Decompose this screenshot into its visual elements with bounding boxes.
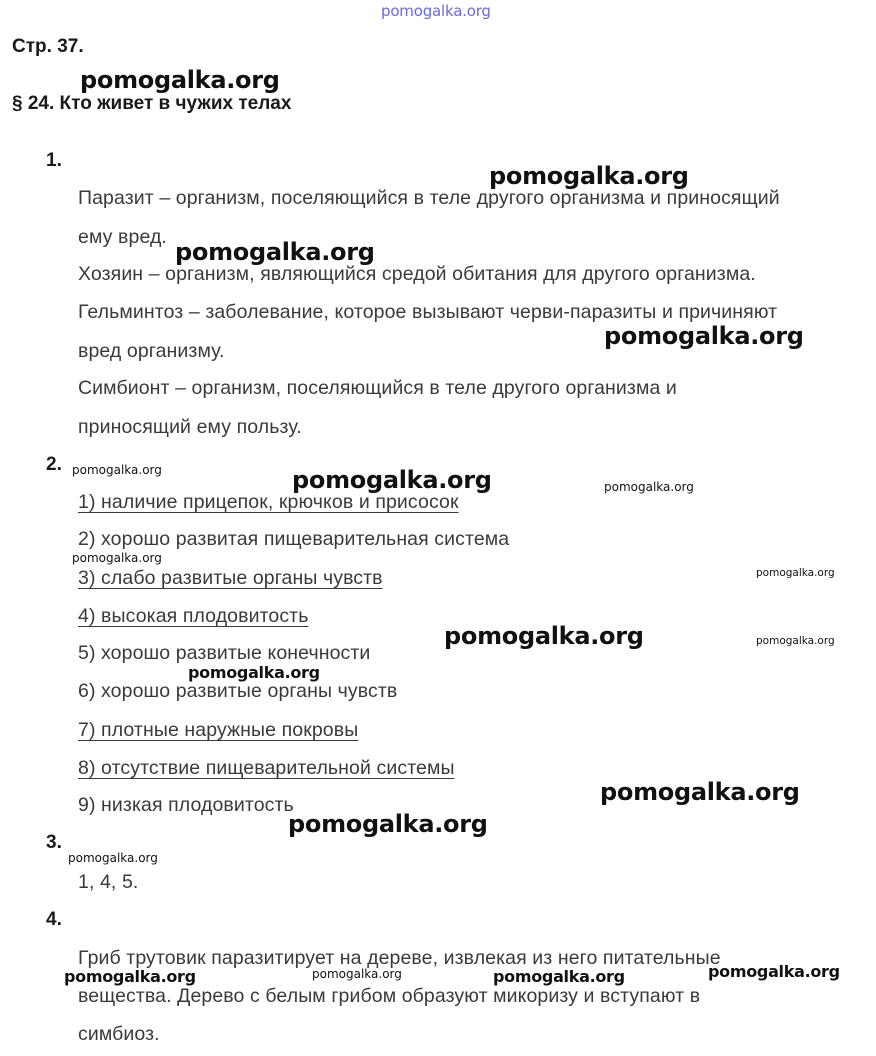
watermark: pomogalka.org <box>600 778 800 806</box>
task-2-number: 2. <box>46 454 62 475</box>
watermark: pomogalka.org <box>708 962 840 981</box>
watermark: pomogalka.org <box>444 622 644 650</box>
task-1-line: ему вред. <box>78 226 167 248</box>
task-1-line: Паразит – организм, поселяющийся в теле другого организма и приносящий <box>78 187 780 209</box>
task-4-number: 4. <box>46 909 62 930</box>
watermark: pomogalka.org <box>72 551 162 565</box>
watermark: pomogalka.org <box>68 851 158 865</box>
watermark: pomogalka.org <box>64 967 196 986</box>
option-selected: 7) плотные наружные покровы <box>78 719 359 741</box>
option: 6) хорошо развитые органы чувств <box>78 680 398 702</box>
task-1-line: Симбионт – организм, поселяющийся в теле другого организма и <box>78 377 677 399</box>
watermark: pomogalka.org <box>72 463 162 477</box>
option-selected: 1) наличие прицепок, крючков и присосок <box>78 491 459 513</box>
task-3-number: 3. <box>46 832 62 853</box>
page-label: Стр. 37. <box>12 36 84 57</box>
option-selected: 8) отсутствие пищеварительной системы <box>78 757 455 779</box>
option-selected: 3) слабо развитые органы чувств <box>78 567 383 589</box>
task-4-line: вещества. Дерево с белым грибом образуют микоризу и вступают в <box>78 985 701 1007</box>
section-title: § 24. Кто живет в чужих телах <box>12 93 292 114</box>
watermark: pomogalka.org <box>188 663 320 682</box>
watermark: pomogalka.org <box>756 567 835 579</box>
watermark: pomogalka.org <box>175 238 375 266</box>
watermark: pomogalka.org <box>288 810 488 838</box>
watermark: pomogalka.org <box>381 2 491 20</box>
watermark: pomogalka.org <box>756 635 835 647</box>
watermark: pomogalka.org <box>489 162 689 190</box>
option: 9) низкая плодовитость <box>78 794 294 816</box>
task-1-line: приносящий ему пользу. <box>78 416 302 438</box>
watermark: pomogalka.org <box>604 322 804 350</box>
task-1-line: вред организму. <box>78 340 225 362</box>
watermark: pomogalka.org <box>604 480 694 494</box>
option: 5) хорошо развитые конечности <box>78 642 371 664</box>
task-1-line: Гельминтоз – заболевание, которое вызывают черви-паразиты и причиняют <box>78 301 778 323</box>
task-3-answer: 1, 4, 5. <box>78 871 139 893</box>
task-1-line: Хозяин – организм, являющийся средой обитания для другого организма. <box>78 263 756 285</box>
task-1-number: 1. <box>46 150 62 171</box>
watermark: pomogalka.org <box>80 66 280 94</box>
option: 2) хорошо развитая пищеварительная система <box>78 528 510 550</box>
watermark: pomogalka.org <box>312 967 402 981</box>
task-4-line: Гриб трутовик паразитирует на дереве, извлекая из него питательные <box>78 947 721 969</box>
option-selected: 4) высокая плодовитость <box>78 605 309 627</box>
task-4-line: симбиоз. <box>78 1023 160 1045</box>
watermark: pomogalka.org <box>292 466 492 494</box>
watermark: pomogalka.org <box>493 967 625 986</box>
